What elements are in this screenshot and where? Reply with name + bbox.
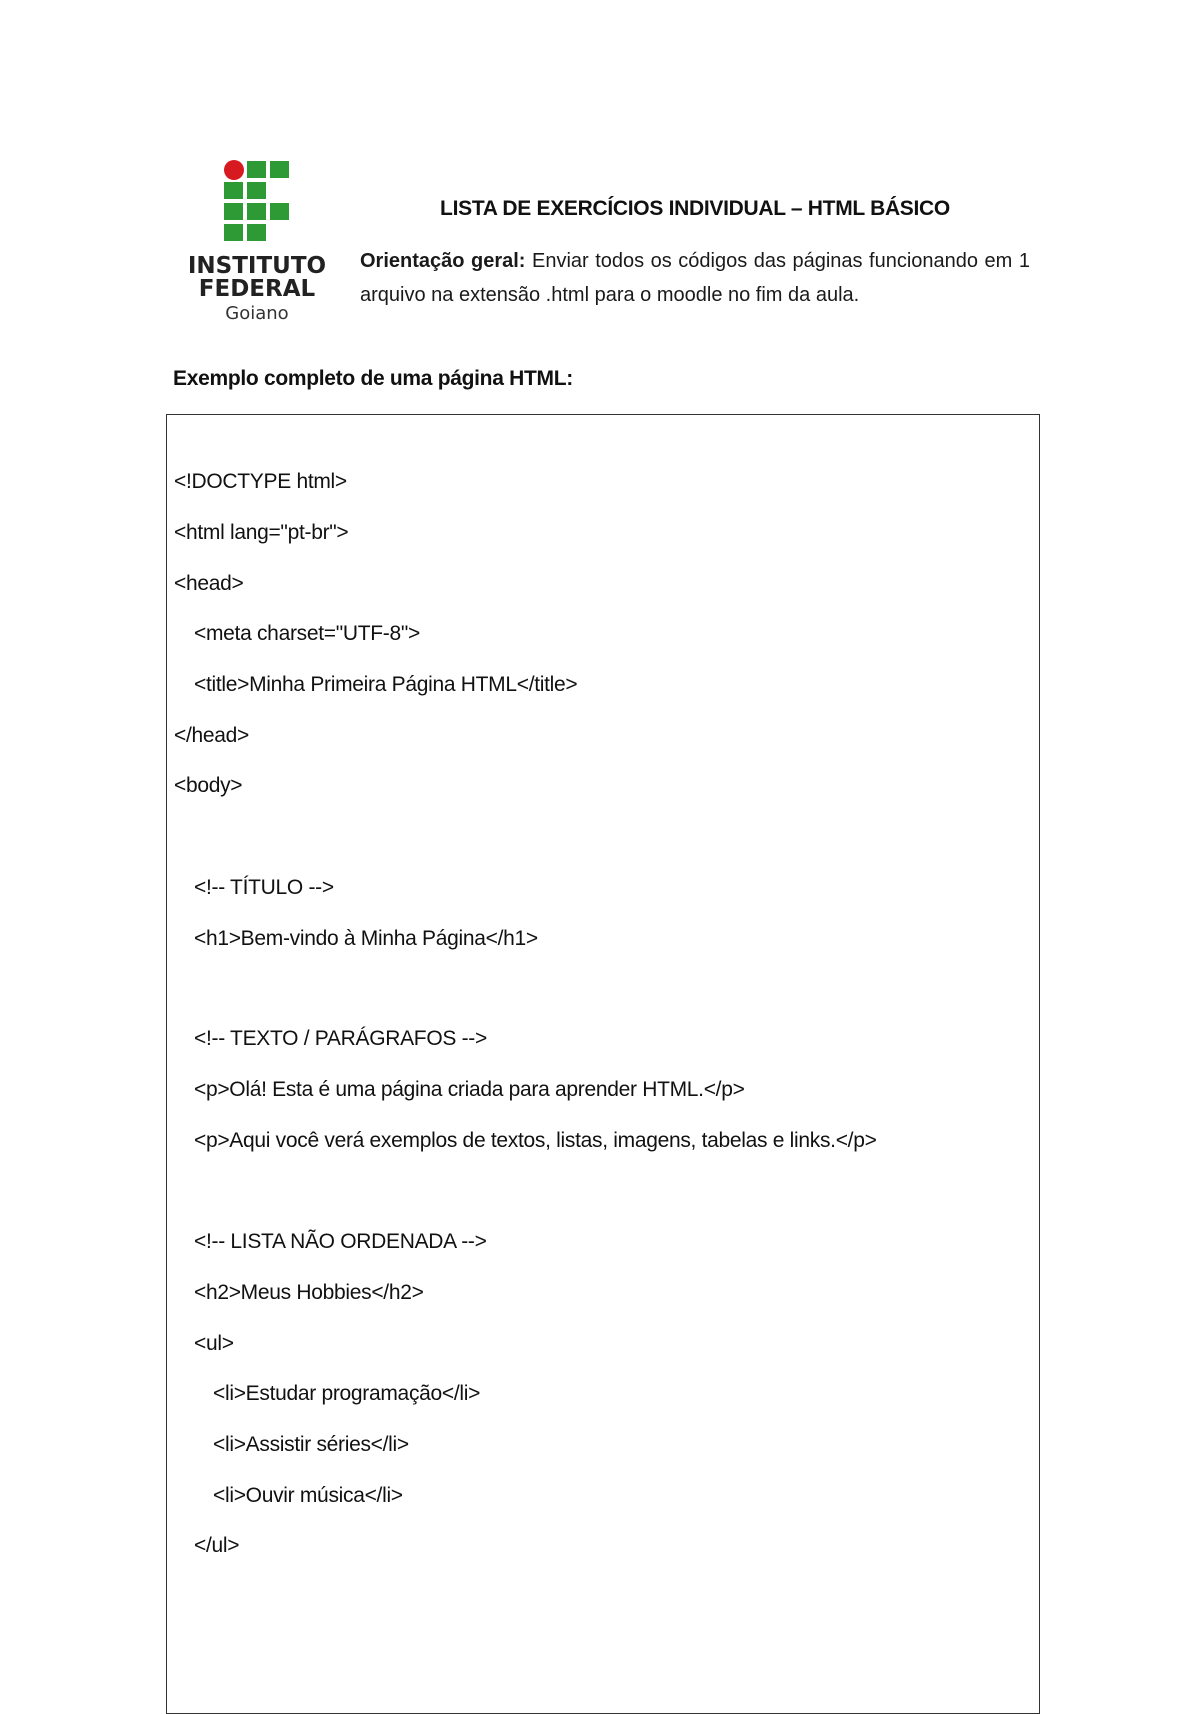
code-line: <!-- LISTA NÃO ORDENADA -->: [194, 1230, 487, 1253]
logo-subtitle: Goiano: [225, 303, 289, 324]
code-line: <p>Aqui você verá exemplos de textos, listas, imagens, tabelas e links.</p>: [194, 1129, 877, 1152]
code-line: <li>Ouvir música</li>: [213, 1484, 403, 1507]
code-line: <title>Minha Primeira Página HTML</title>: [194, 673, 578, 696]
logo-square: [247, 161, 266, 178]
code-line: </head>: [174, 724, 249, 747]
section-heading: Exemplo completo de uma página HTML:: [173, 367, 573, 390]
code-line: <!-- TÍTULO -->: [194, 876, 334, 899]
code-line: <li>Estudar programação</li>: [213, 1382, 481, 1405]
logo-mark: [224, 160, 294, 248]
code-line: <p>Olá! Esta é uma página criada para aprender HTML.</p>: [194, 1078, 745, 1101]
code-line: <h2>Meus Hobbies</h2>: [194, 1281, 424, 1304]
logo-square: [247, 182, 266, 199]
logo-square: [224, 224, 243, 241]
code-line: <body>: [174, 774, 243, 797]
document-title: LISTA DE EXERCÍCIOS INDIVIDUAL – HTML BÁSICO: [440, 197, 950, 220]
logo-square: [247, 224, 266, 241]
orientation-lead: Orientação geral:: [360, 250, 526, 272]
orientation-paragraph: [360, 244, 1030, 312]
logo-red-dot: [224, 160, 244, 180]
logo-square: [247, 203, 266, 220]
logo-square: [270, 203, 289, 220]
logo-square: [224, 182, 243, 199]
code-line: <li>Assistir séries</li>: [213, 1433, 409, 1456]
code-example-box: [166, 414, 1040, 1714]
logo-square: [270, 161, 289, 178]
logo-name-line2: FEDERAL: [198, 276, 316, 302]
code-line: <html lang="pt-br">: [174, 521, 349, 544]
code-line: <!DOCTYPE html>: [174, 470, 347, 493]
code-line: <ul>: [194, 1332, 234, 1355]
orientation-text: Enviar todos os códigos das páginas funcionando em 1 arquivo na extensão .html para o moodle no fim da aula.: [360, 250, 1030, 306]
logo-name-line1: INSTITUTO: [187, 253, 327, 279]
code-line: </ul>: [194, 1534, 240, 1557]
institute-logo: [186, 160, 328, 330]
code-line: <head>: [174, 572, 244, 595]
code-line: <h1>Bem-vindo à Minha Página</h1>: [194, 927, 538, 950]
code-line: <meta charset="UTF-8">: [194, 622, 420, 645]
code-line: <!-- TEXTO / PARÁGRAFOS -->: [194, 1027, 487, 1050]
logo-square: [224, 203, 243, 220]
